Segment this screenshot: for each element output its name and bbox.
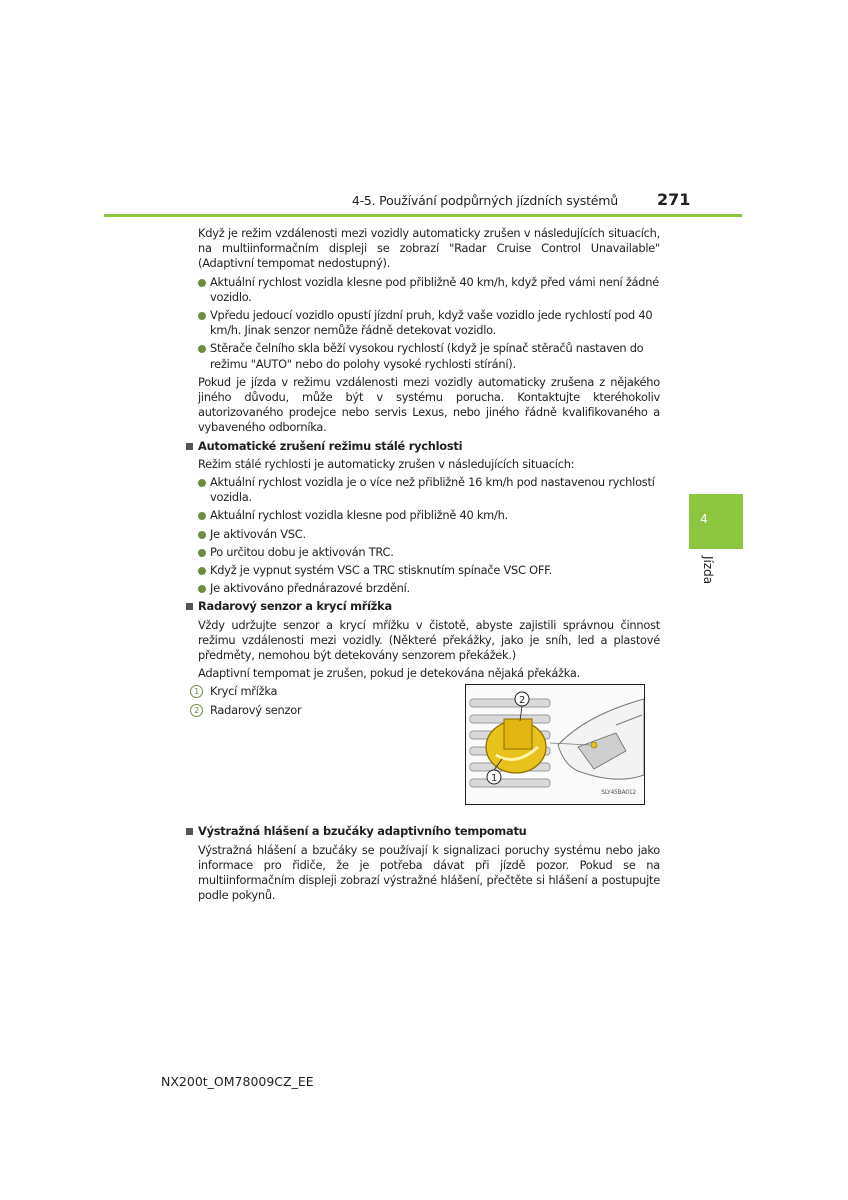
section-heading: Radarový senzor a krycí mřížka: [186, 599, 660, 614]
square-bullet-icon: [186, 603, 193, 610]
list-item: Stěrače čelního skla běží vysokou rychlostí (když je spínač stěračů nastaven do režimu "AUTO" nebo do polohy vysoké rychlosti stírání).: [198, 341, 660, 371]
figure-code: SLY45BA012: [601, 789, 636, 797]
main-content: [194, 226, 660, 907]
intro-paragraph: Když je režim vzdálenosti mezi vozidly automaticky zrušen v následujících situacích, na multiinformačním displeji se zobrazí "Radar Cruise Control Unavailable" (Adaptivní tempomat nedostupný).: [198, 226, 660, 271]
chapter-label: Jízda: [701, 556, 715, 585]
bullet-icon: [198, 585, 206, 593]
bullet-icon: [198, 567, 206, 575]
bullet-icon: [198, 312, 206, 320]
radar-paragraph: Vždy udržujte senzor a krycí mřížku v čistotě, abyste zajistili správnou činnost režimu vzdálenosti mezi vozidly. (Některé překážky, jako je sníh, led a plastové předměty, nemohou být detekovány senzorem překážek.): [198, 617, 660, 663]
callout-number-icon: 1: [190, 685, 203, 698]
warnings-paragraph: Výstražná hlášení a bzučáky se používají k signalizaci poruchy systému nebo jako informace pro řidiče, že je potřeba dávat při jízdě pozor. Pokud se na multiinformačním displeji zobrazí výstražné hlášení, přečtěte si hlášení a postupujte podle pokynů.: [198, 842, 660, 903]
square-bullet-icon: [186, 828, 193, 835]
page-header-title: 4-5. Používání podpůrných jízdních systémů: [351, 193, 618, 208]
bullet-icon: [198, 531, 206, 539]
bullet-icon: [198, 479, 206, 487]
callout-label: Krycí mřížka: [210, 684, 278, 699]
section-heading: Výstražná hlášení a bzučáky adaptivního tempomatu: [186, 824, 660, 839]
bullet-icon: [198, 279, 206, 287]
svg-text:1: 1: [490, 773, 498, 785]
list-item: Vpředu jedoucí vozidlo opustí jízdní pruh, když vaše vozidlo jede rychlostí pod 40 km/h. Jinak senzor nemůže řádně detekovat vozidlo.: [198, 308, 660, 338]
header-rule: [104, 214, 742, 217]
chapter-number: 4: [700, 512, 708, 526]
list-item: Aktuální rychlost vozidla klesne pod přibližně 40 km/h, když před vámi není žádné vozidlo.: [198, 275, 660, 305]
radar-sensor-figure: [465, 684, 645, 805]
list-item: Když je vypnut systém VSC a TRC stisknutím spínače VSC OFF.: [198, 563, 660, 578]
bullet-icon: [198, 549, 206, 557]
callout-item: [190, 703, 440, 722]
callout-number-icon: 2: [190, 704, 203, 717]
callout-item: [190, 684, 440, 703]
page-number: 271: [657, 190, 691, 209]
footer-document-code: NX200t_OM78009CZ_EE: [161, 1074, 314, 1089]
bullet-icon: [198, 345, 206, 353]
list-item: Je aktivováno přednárazové brzdění.: [198, 581, 660, 596]
chapter-side-tab: [689, 494, 743, 549]
list-item: Je aktivován VSC.: [198, 527, 660, 542]
bullet-icon: [198, 512, 206, 520]
list-item: Aktuální rychlost vozidla klesne pod přibližně 40 km/h.: [198, 508, 660, 523]
callout-list: [190, 684, 440, 722]
list-item: Aktuální rychlost vozidla je o více než přibližně 16 km/h pod nastavenou rychlostí vozidla.: [198, 475, 660, 505]
intro-closing-paragraph: Pokud je jízda v režimu vzdálenosti mezi vozidly automaticky zrušena z nějakého jiného důvodu, může být v systému porucha. Kontaktujte kteréhokoliv autorizovaného prodejce nebo servis Lexus, nebo jiného řádně kvalifikovaného a vybaveného odborníka.: [198, 374, 660, 435]
square-bullet-icon: [186, 443, 193, 450]
section-heading: Automatické zrušení režimu stálé rychlosti: [186, 439, 660, 454]
callout-label: Radarový senzor: [210, 703, 302, 718]
section-intro: Režim stálé rychlosti je automaticky zrušen v následujících situacích:: [198, 456, 575, 471]
figure-row: [194, 684, 660, 822]
radar-paragraph-2: Adaptivní tempomat je zrušen, pokud je detekována nějaká překážka.: [198, 666, 581, 681]
list-item: Po určitou dobu je aktivován TRC.: [198, 545, 660, 560]
svg-text:2: 2: [518, 695, 526, 707]
